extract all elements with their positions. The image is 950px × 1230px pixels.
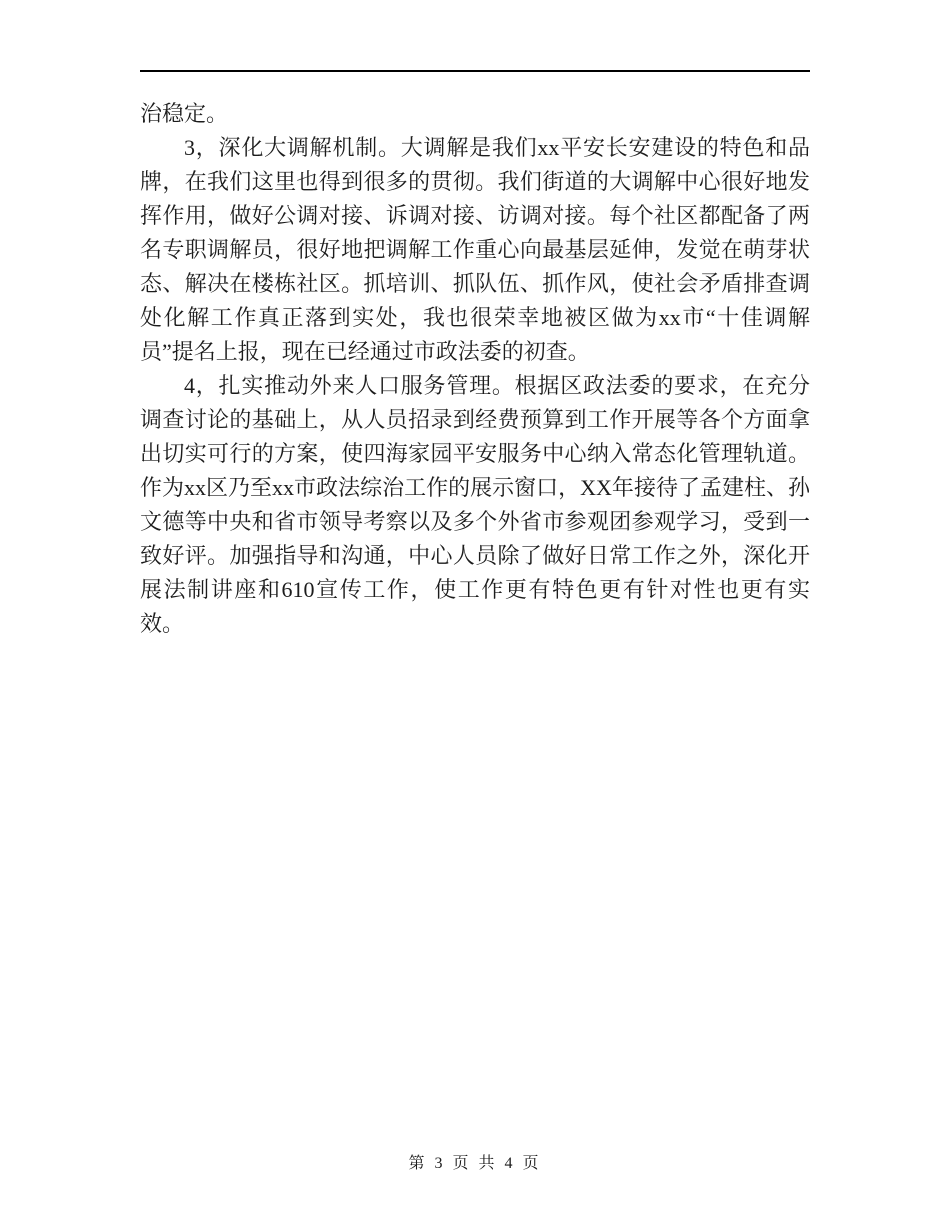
paragraph-continuation: 治稳定。	[140, 101, 229, 126]
page-footer	[0, 1150, 950, 1173]
page-number-indicator: 第 3 页 共 4 页	[408, 1155, 542, 1172]
header-rule	[140, 70, 810, 72]
paragraph-4: 4，扎实推动外来人口服务管理。根据区政法委的要求，在充分调查讨论的基础上，从人员招录到经费预算到工作开展等各个方面拿出切实可行的方案，使四海家园平安服务中心纳入常态化管理轨道。作为xx区乃至xx市政法综治工作的展示窗口，XX年接待了孟建柱、孙文德等中央和省市领导考察以及多个外省市参观团参观学习，受到一致好评。加强指导和沟通，中心人员除了做好日常工作之外，深化开展法制讲座和610宣传工作，使工作更有特色更有针对性也更有实效。	[140, 373, 810, 636]
document-body	[140, 97, 810, 641]
paragraph-3: 3，深化大调解机制。大调解是我们xx平安长安建设的特色和品牌，在我们这里也得到很多的贯彻。我们街道的大调解中心很好地发挥作用，做好公调对接、诉调对接、访调对接。每个社区都配备了两名专职调解员，很好地把调解工作重心向最基层延伸，发觉在萌芽状态、解决在楼栋社区。抓培训、抓队伍、抓作风，使社会矛盾排查调处化解工作真正落到实处，我也很荣幸地被区做为xx市“十佳调解员”提名上报，现在已经通过市政法委的初查。	[140, 135, 810, 364]
